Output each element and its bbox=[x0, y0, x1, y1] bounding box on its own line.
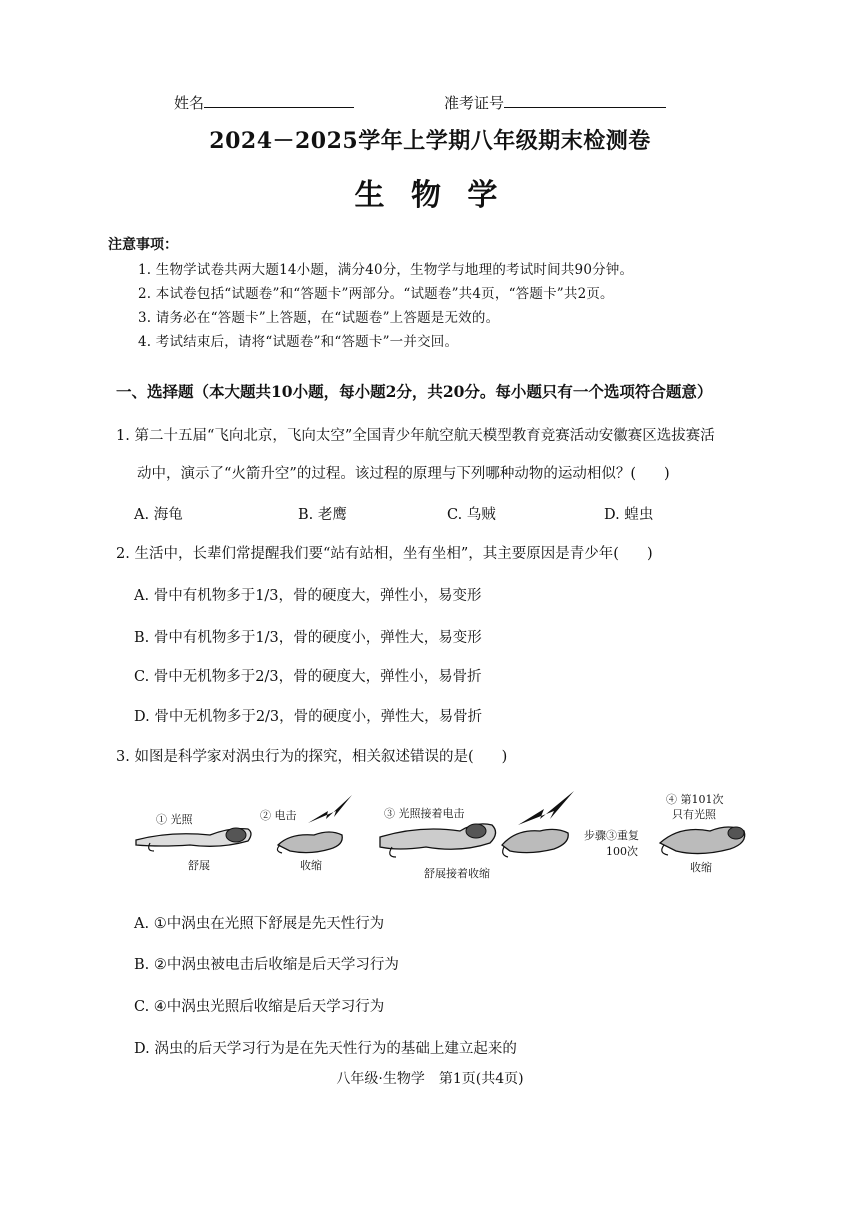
question-1-line2: 动中，演示了“火箭升空”的过程。该过程的原理与下列哪种动物的运动相似？( bbox=[137, 466, 636, 482]
option-b: B. 骨中有机物多于1/3，骨的硬度小，弹性大，易变形 bbox=[134, 630, 482, 646]
planarian-extended-icon bbox=[380, 824, 496, 857]
answer-paren-close: ) bbox=[501, 749, 508, 765]
repeat-label: 步骤③重复 bbox=[584, 829, 639, 842]
repeat-count: 100次 bbox=[606, 845, 638, 858]
exam-id-label: 准考证号 bbox=[444, 94, 505, 112]
subject-title: 生 物 学 bbox=[354, 178, 506, 213]
question-2-text bbox=[116, 542, 653, 563]
note-item: 3. 请务必在“答题卡”上答题，在“试题卷”上答题是无效的。 bbox=[138, 310, 500, 326]
footer-grade-subject: 八年级·生物学 bbox=[336, 1071, 425, 1087]
step-2-label: ② 电击 bbox=[260, 809, 297, 822]
notes-heading: 注意事项： bbox=[108, 237, 178, 253]
student-name-field bbox=[174, 92, 354, 113]
question-3-text bbox=[116, 745, 507, 766]
answer-paren-close: ) bbox=[646, 546, 653, 562]
step-1-caption: 舒展 bbox=[188, 859, 210, 872]
planarian-experiment-figure bbox=[130, 785, 770, 895]
option-c: C. 骨中无机物多于2/3，骨的硬度大，弹性小，易骨折 bbox=[134, 669, 482, 685]
lightning-icon bbox=[518, 791, 574, 825]
option-a: A. ①中涡虫在光照下舒展是先天性行为 bbox=[134, 916, 385, 932]
option-a: A. 骨中有机物多于1/3，骨的硬度大，弹性小，易变形 bbox=[134, 588, 482, 604]
lightning-icon bbox=[308, 795, 352, 823]
question-3-line1: 3. 如图是科学家对涡虫行为的探究，相关叙述错误的是( bbox=[116, 749, 474, 765]
student-name-label: 姓名 bbox=[174, 94, 205, 112]
option-d: D. 骨中无机物多于2/3，骨的硬度小，弹性大，易骨折 bbox=[134, 709, 483, 725]
step-4-label: ④ 第101次 bbox=[666, 793, 724, 806]
step-1-label: ① 光照 bbox=[156, 813, 193, 826]
answer-paren-close: ) bbox=[663, 466, 670, 482]
option-c: C. ④中涡虫光照后收缩是后天学习行为 bbox=[134, 999, 385, 1015]
section-title: 一、选择题（本大题共10小题，每小题2分，共20分。每小题只有一个选项符合题意） bbox=[116, 382, 713, 401]
note-item: 4. 考试结束后，请将“试题卷”和“答题卡”一并交回。 bbox=[138, 334, 459, 350]
option-d: D. 涡虫的后天学习行为是在先天性行为的基础上建立起来的 bbox=[134, 1041, 517, 1057]
option-d: D. 蝗虫 bbox=[604, 507, 654, 523]
option-b: B. 老鹰 bbox=[298, 507, 347, 523]
step-2-caption: 收缩 bbox=[300, 859, 322, 872]
question-1-text: 1. 第二十五届“飞向北京，飞向太空”全国青少年航空航天模型教育竞赛活动安徽赛区选拔赛活 bbox=[116, 428, 715, 444]
step-4-caption: 收缩 bbox=[690, 861, 712, 874]
planarian-contracted-icon bbox=[660, 827, 745, 855]
step-4-condition: 只有光照 bbox=[672, 808, 716, 821]
planarian-contracted-icon bbox=[502, 829, 568, 857]
planarian-contracted-icon bbox=[277, 832, 342, 853]
student-name-blank bbox=[204, 93, 354, 108]
step-3-label: ③ 光照接着电击 bbox=[384, 807, 465, 820]
option-c: C. 乌贼 bbox=[447, 507, 496, 523]
question-2-line1: 2. 生活中，长辈们常提醒我们要“站有站相，坐有坐相”，其主要原因是青少年( bbox=[116, 546, 619, 562]
footer-page-number: 第1页(共4页) bbox=[438, 1071, 524, 1087]
page-footer bbox=[0, 1068, 860, 1088]
exam-id-field bbox=[444, 92, 666, 113]
exam-title: 2024－2025学年上学期八年级期末检测卷 bbox=[209, 128, 651, 154]
planarian-extended-icon bbox=[136, 828, 251, 851]
question-1-text-cont bbox=[137, 462, 670, 483]
step-3-caption: 舒展接着收缩 bbox=[424, 867, 490, 880]
option-a: A. 海龟 bbox=[134, 507, 183, 523]
note-item: 1. 生物学试卷共两大题14小题，满分40分，生物学与地理的考试时间共90分钟。 bbox=[138, 262, 634, 278]
note-item: 2. 本试卷包括“试题卷”和“答题卡”两部分。“试题卷”共4页，“答题卡”共2页。 bbox=[138, 286, 614, 302]
exam-id-blank bbox=[504, 93, 666, 108]
option-b: B. ②中涡虫被电击后收缩是后天学习行为 bbox=[134, 957, 399, 973]
